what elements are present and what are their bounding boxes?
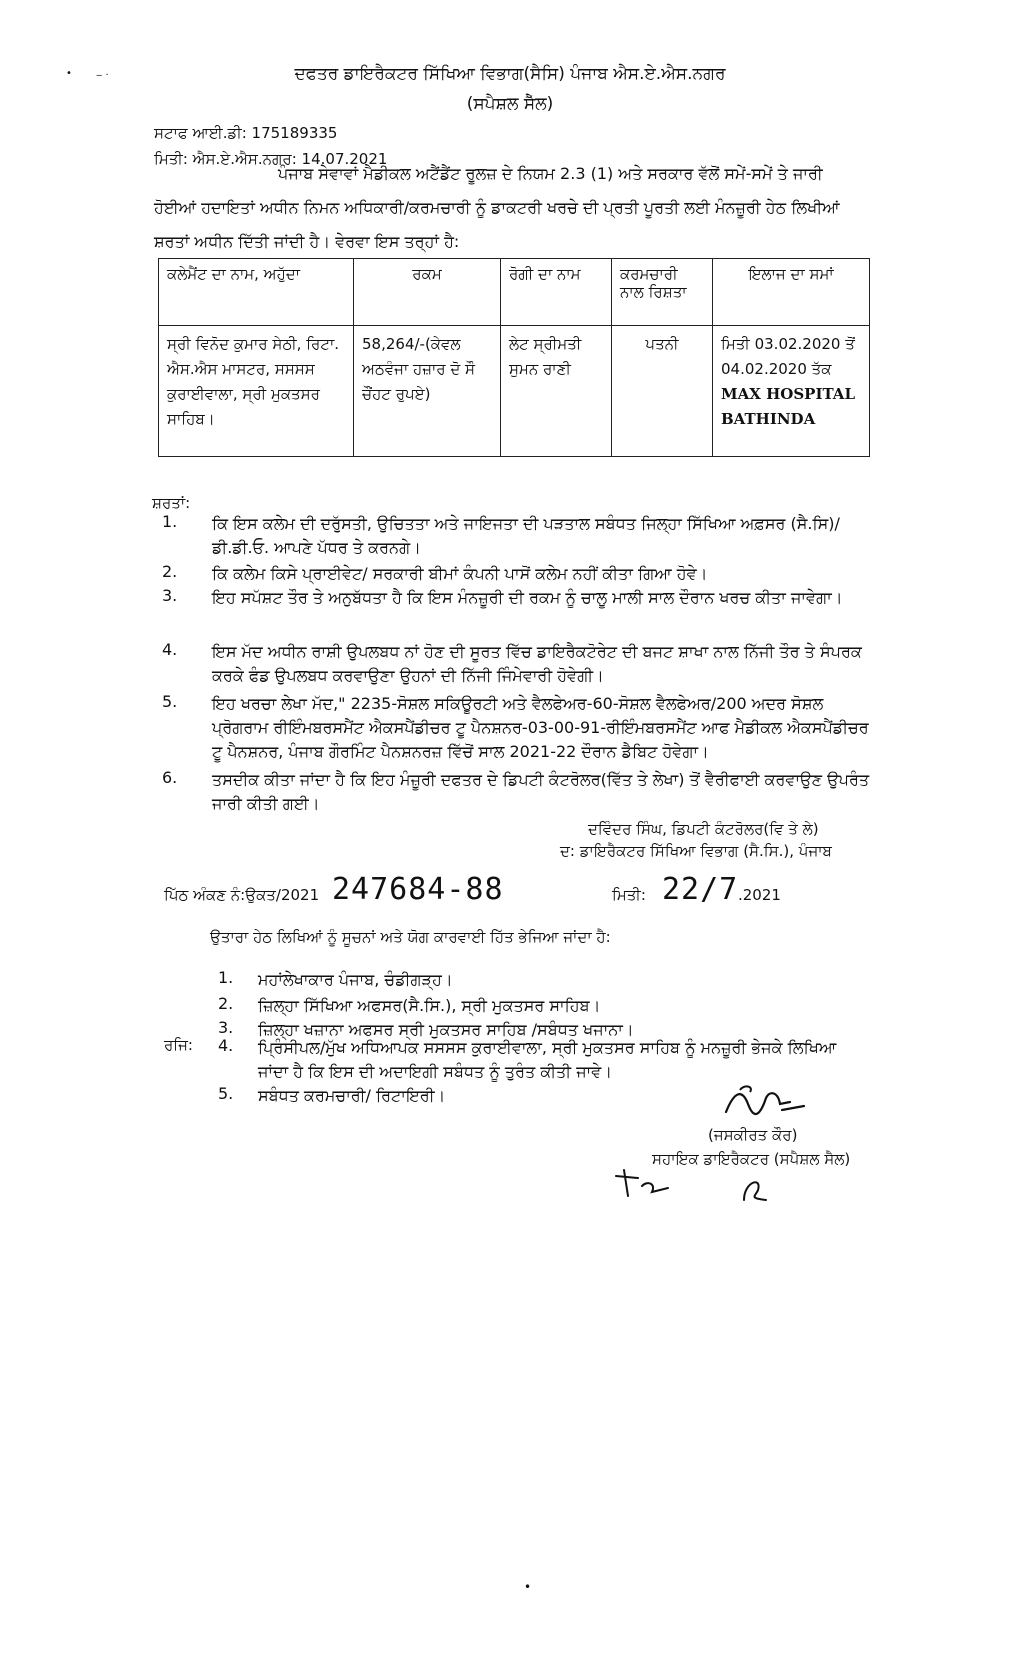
condition-text: ਤਸਦੀਕ ਕੀਤਾ ਜਾਂਦਾ ਹੈ ਕਿ ਇਹ ਮੰਜ਼ੂਰੀ ਦਫਤਰ ਦੇ ਡਿਪਟੀ ਕੰਟਰੋਲਰ(ਵਿੱਤ ਤੇ ਲੇਖਾ) ਤੋਂ ਵੈਰੀਫਾਈ ਕਰਵਾਉਣ ਉਪਰੰਤ ਜਾਰੀ ਕੀਤੀ ਗਈ। [212, 770, 870, 813]
scan-speck: • [66, 68, 72, 79]
intro-line-3: ਸ਼ਰਤਾਂ ਅਧੀਨ ਦਿੱਤੀ ਜਾਂਦੀ ਹੈ। ਵੇਰਵਾ ਇਸ ਤਰ੍ਹਾਂ ਹੈ: [154, 232, 460, 251]
hospital-city: BATHINDA [721, 410, 816, 428]
handwritten-initials [612, 1166, 672, 1204]
condition-text: ਕਿ ਇਸ ਕਲੇਮ ਦੀ ਦਰੁੱਸਤੀ, ਉਚਿਤਤਾ ਅਤੇ ਜਾਇਜਤਾ ਦੀ ਪੜਤਾਲ ਸਬੰਧਤ ਜਿਲ੍ਹਾ ਸਿੱਖਿਆ ਅਫ਼ਸਰ (ਸੈ.ਸਿ)/ ਡੀ.ਡੀ.ਓ. ਆਪਣੇ ਪੱਧਰ ਤੇ ਕਰਨਗੇ। [212, 514, 840, 557]
condition-number: 6. [162, 768, 178, 787]
period-to: 04.02.2020 ਤੱਕ [721, 360, 832, 378]
endorsement-year: .2021 [738, 886, 781, 904]
signatory-name: ਦਵਿੰਦਰ ਸਿੰਘ, ਡਿਪਟੀ ਕੰਟਰੋਲਰ(ਵਿ ਤੇ ਲੇ) [588, 820, 819, 838]
issue-date: ਮਿਤੀ: ਐਸ.ਏ.ਐਸ.ਨਗਰ: 14.07.2021 [154, 150, 388, 168]
second-signatory-name: (ਜਸਕੀਰਤ ਕੌਰ) [708, 1126, 798, 1144]
copy-number: 2. [218, 994, 234, 1013]
condition-text: ਇਸ ਮੱਦ ਅਧੀਨ ਰਾਸ਼ੀ ਉਪਲਬਧ ਨਾਂ ਹੋਣ ਦੀ ਸੂਰਤ ਵਿੱਚ ਡਾਇਰੈਕਟੋਰੇਟ ਦੀ ਬਜਟ ਸ਼ਾਖਾ ਨਾਲ ਨਿੱਜੀ ਤੌਰ ਤੇ ਸੰਪਰਕ ਕਰਕੇ ਫੰਡ ਉਪਲਬਧ ਕਰਵਾਉਣਾ ਉਹਨਾਂ ਦੀ ਨਿੱਜੀ ਜਿੰਮੇਵਾਰੀ ਹੋਵੇਗੀ। [212, 642, 862, 685]
condition-text: ਇਹ ਖਰਚਾ ਲੇਖਾ ਮੱਦ," 2235-ਸੋਸ਼ਲ ਸਕਿਊਰਟੀ ਅਤੇ ਵੈਲਫੇਅਰ-60-ਸੋਸ਼ਲ ਵੈਲਫੇਅਰ/200 ਅਦਰ ਸੋਸ਼ਲ ਪ੍ਰੋਗਰਾਮ ਰੀਇੰਮਬਰਸਮੈਂਟ ਐਕਸਪੈਂਡੀਚਰ ਟੂ ਪੈਨਸ਼ਨਰ-03-00-91-ਰੀਇੰਮਬਰਸਮੈਂਟ ਆਫ ਮੈਡੀਕਲ ਐਕਸਪੈਂਡੀਚਰ ਟੂ ਪੈਨਸ਼ਨਰ, ਪੰਜਾਬ ਗੌਰਮਿੰਟ ਪੈਨਸ਼ਨਰਜ਼ ਵਿੱਚੋਂ ਸਾਲ 2021-22 ਦੌਰਾਨ ਡੈਬਿਟ ਹੋਵੇਗਾ। [212, 694, 869, 761]
endorsement-ref-number: 247684-88 [332, 872, 504, 907]
condition-number: 5. [162, 692, 178, 711]
condition-text: ਕਿ ਕਲੇਮ ਕਿਸੇ ਪ੍ਰਾਈਵੇਟ/ ਸਰਕਾਰੀ ਬੀਮਾਂ ਕੰਪਨੀ ਪਾਸੋਂ ਕਲੇਮ ਨਹੀਂ ਕੀਤਾ ਗਿਆ ਹੋਵੇ। [212, 564, 708, 583]
relation-cell: ਪਤਨੀ [612, 326, 713, 457]
hospital-name: MAX HOSPITAL [721, 385, 855, 403]
condition-number: 4. [162, 640, 178, 659]
intro-line-2: ਹੋਈਆਂ ਹਦਾਇਤਾਂ ਅਧੀਨ ਨਿਮਨ ਅਧਿਕਾਰੀ/ਕਰਮਚਾਰੀ ਨੂੰ ਡਾਕਟਰੀ ਖਰਚੇ ਦੀ ਪ੍ਰਤੀ ਪੂਰਤੀ ਲਈ ਮੰਨਜ਼ੂਰੀ ਹੇਠ ਲਿਖੀਆਂ [154, 198, 840, 217]
endorsement-intro: ਉਤਾਰਾ ਹੇਠ ਲਿਖਿਆਂ ਨੂੰ ਸੂਚਨਾਂ ਅਤੇ ਯੋਗ ਕਾਰਵਾਈ ਹਿੱਤ ਭੇਜਿਆ ਜਾਂਦਾ ਹੈ: [210, 928, 611, 946]
amount-cell: 58,264/-(ਕੇਵਲ ਅਠਵੰਜਾ ਹਜ਼ਾਰ ਦੋ ਸੌ ਚੌਂਹਟ ਰੁਪਏ) [354, 326, 501, 457]
signatory-office: ਦ: ਡਾਇਰੈਕਟਰ ਸਿੱਖਿਆ ਵਿਭਾਗ (ਸੈ.ਸਿ.), ਪੰਜਾਬ [560, 842, 832, 860]
endorsement-date-handwritten: 22/7 [662, 872, 739, 907]
condition-number: 1. [162, 512, 178, 531]
conditions-heading: ਸ਼ਰਤਾਂ: [152, 494, 191, 512]
office-heading: ਦਫਤਰ ਡਾਇਰੈਕਟਰ ਸਿੱਖਿਆ ਵਿਭਾਗ(ਸੈਸਿ) ਪੰਜਾਬ ਐਸ.ਏ.ਐਸ.ਨਗਰ [294, 64, 726, 84]
copy-text: ਪ੍ਰਿੰਸੀਪਲ/ਮੁੱਖ ਅਧਿਆਪਕ ਸਸਸਸ ਕੁਰਾਈਵਾਲਾ, ਸ੍ਰੀ ਮੁਕਤਸਰ ਸਾਹਿਬ ਨੂੰ ਮਨਜ਼ੂਰੀ ਭੇਜਕੇ ਲਿਖਿਆ ਜਾਂਦਾ ਹੈ ਕਿ ਇਸ ਦੀ ਅਦਾਇਗੀ ਸਬੰਧਤ ਨੂੰ ਤੁਰੰਤ ਕੀਤੀ ਜਾਵੇ। [258, 1038, 837, 1081]
office-subheading: (ਸਪੈਸ਼ਲ ਸੈੱਲ) [466, 94, 554, 114]
copy-number: 5. [218, 1084, 234, 1103]
claimant-cell: ਸ੍ਰੀ ਵਿਨੋਦ ਕੁਮਾਰ ਸੇਠੀ, ਰਿਟਾ. ਐਸ.ਐਸ ਮਾਸਟਰ, ਸਸਸਸ ਕੁਰਾਈਵਾਲਾ, ਸ੍ਰੀ ਮੁਕਤਸਰ ਸਾਹਿਬ। [159, 326, 354, 457]
condition-number: 2. [162, 562, 178, 581]
intro-line-1: ਪੰਜਾਬ ਸੇਵਾਵਾਂ ਮੈਡੀਕਲ ਅਟੈਂਡੈਂਟ ਰੂਲਜ਼ ਦੇ ਨਿਯਮ 2.3 (1) ਅਤੇ ਸਰਕਾਰ ਵੱਲੋਂ ਸਮੇਂ-ਸਮੇਂ ਤੇ ਜਾਰੀ [278, 164, 823, 183]
scan-speck: • [524, 1580, 532, 1594]
condition-number: 3. [162, 586, 178, 605]
endorsement-date-label: ਮਿਤੀ: [612, 886, 646, 904]
copy-text: ਸਬੰਧਤ ਕਰਮਚਾਰੀ/ ਰਿਟਾਇਰੀ। [258, 1086, 446, 1105]
copy-number: 4. [218, 1036, 234, 1055]
table-row [159, 326, 870, 457]
copy-text: ਜ਼ਿਲ੍ਹਾ ਖਜ਼ਾਨਾ ਅਫਸਰ ਸ੍ਰੀ ਮੁਕਤਸਰ ਸਾਹਿਬ /ਸਬੰਧਤ ਖਜਾਨਾ। [258, 1020, 634, 1039]
staff-id: ਸਟਾਫ ਆਈ.ਡੀ: 175189335 [154, 124, 338, 142]
copy-number: 1. [218, 968, 234, 987]
endorsement-ref-label: ਪਿੱਠ ਅੰਕਣ ਨੰ:ਉਕਤ/2021 [164, 886, 320, 904]
claim-table [158, 258, 870, 457]
table-header-cell: ਇਲਾਜ ਦਾ ਸਮਾਂ [713, 259, 870, 326]
condition-text: ਇਹ ਸਪੱਸ਼ਟ ਤੌਰ ਤੇ ਅਨੁਬੱਧਤਾ ਹੈ ਕਿ ਇਸ ਮੰਨਜ਼ੂਰੀ ਦੀ ਰਕਮ ਨੂੰ ਚਾਲੂ ਮਾਲੀ ਸਾਲ ਦੌਰਾਨ ਖਰਚ ਕੀਤਾ ਜਾਵੇਗਾ। [212, 588, 843, 607]
table-header-cell: ਕਰਮਚਾਰੀ ਨਾਲ ਰਿਸ਼ਤਾ [612, 259, 713, 326]
table-header-cell: ਰਕਮ [354, 259, 501, 326]
copy-number: 3. [218, 1018, 234, 1037]
registered-label: ਰਜਿ: [164, 1036, 193, 1054]
copy-text: ਜ਼ਿਲ੍ਹਾ ਸਿੱਖਿਆ ਅਫਸਰ(ਸੈ.ਸਿ.), ਸ੍ਰੀ ਮੁਕਤਸਰ ਸਾਹਿਬ। [258, 996, 601, 1015]
period-from: ਮਿਤੀ 03.02.2020 ਤੋਂ [721, 335, 855, 353]
handwritten-signature [720, 1082, 810, 1122]
second-signatory-title: ਸਹਾਇਕ ਡਾਇਰੈਕਟਰ (ਸਪੈਸ਼ਲ ਸੈਲ) [652, 1150, 851, 1168]
table-header-cell: ਰੋਗੀ ਦਾ ਨਾਮ [501, 259, 612, 326]
scan-speck: ‒ · [96, 70, 109, 81]
handwritten-initials [738, 1172, 772, 1206]
treatment-period-cell [713, 326, 870, 457]
patient-cell: ਲੇਟ ਸ੍ਰੀਮਤੀ ਸੁਮਨ ਰਾਣੀ [501, 326, 612, 457]
table-header-row [159, 259, 870, 326]
table-header-cell: ਕਲੇਮੈਂਟ ਦਾ ਨਾਮ, ਅਹੁੱਦਾ [159, 259, 354, 326]
copy-text: ਮਹਾਂਲੇਖਾਕਾਰ ਪੰਜਾਬ, ਚੰਡੀਗੜ੍ਹ। [258, 970, 453, 989]
